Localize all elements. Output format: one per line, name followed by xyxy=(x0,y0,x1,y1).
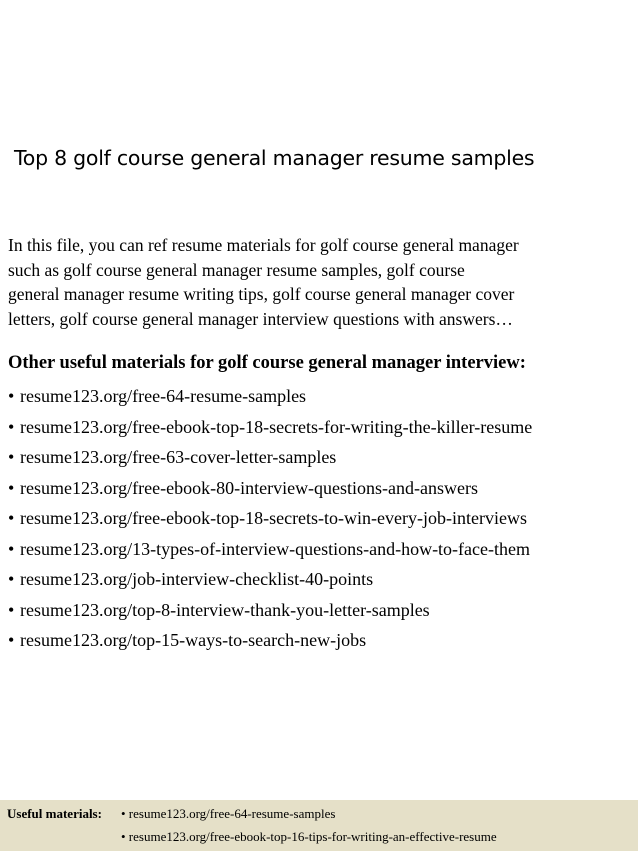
materials-heading: Other useful materials for golf course general manager interview: xyxy=(8,353,526,373)
material-link[interactable]: resume123.org/top-8-interview-thank-you-letter-samples xyxy=(20,599,430,620)
bullet-icon: • xyxy=(8,508,15,528)
material-link[interactable]: resume123.org/free-ebook-80-interview-questions-and-answers xyxy=(20,477,479,498)
footer-link[interactable]: • resume123.org/free-ebook-top-16-tips-for-writing-an-effective-resume xyxy=(121,829,497,844)
material-link[interactable]: resume123.org/free-ebook-top-18-secrets-to-win-every-job-interviews xyxy=(20,508,527,528)
intro-line: letters, golf course general manager interview questions with answers… xyxy=(8,308,513,329)
footer-label xyxy=(7,806,102,822)
page-title: Top 8 golf course general manager resume samples xyxy=(14,146,535,170)
materials-list-item xyxy=(8,412,636,443)
material-link[interactable]: resume123.org/free-ebook-top-18-secrets-for-writing-the-killer-resume xyxy=(20,416,533,437)
material-link[interactable]: resume123.org/top-15-ways-to-search-new-jobs xyxy=(20,630,367,650)
bullet-icon: • xyxy=(8,599,15,620)
bullet-icon: • xyxy=(8,538,15,559)
material-link[interactable]: resume123.org/free-63-cover-letter-samples xyxy=(20,447,337,467)
material-link[interactable]: resume123.org/13-types-of-interview-questions-and-how-to-face-them xyxy=(20,538,531,559)
materials-list-item xyxy=(8,503,636,534)
bullet-icon: • xyxy=(8,386,15,406)
material-link[interactable]: resume123.org/free-64-resume-samples xyxy=(20,386,307,406)
intro-line: such as golf course general manager resume samples, golf course xyxy=(8,259,465,280)
bullet-icon: • xyxy=(8,447,15,467)
footer-label-separator: : xyxy=(97,806,102,821)
intro-line: In this file, you can ref resume materials for golf course general manager xyxy=(8,235,519,255)
footer-bar xyxy=(0,800,638,851)
materials-list-item xyxy=(8,442,636,473)
bullet-icon: • xyxy=(8,569,15,589)
footer-label-text: Useful materials xyxy=(7,806,98,821)
materials-list-item xyxy=(8,625,636,656)
intro-line: general manager resume writing tips, golf course general manager cover xyxy=(8,284,515,304)
footer-link[interactable]: • resume123.org/free-64-resume-samples xyxy=(121,806,336,821)
materials-list-item xyxy=(8,473,636,504)
intro-paragraph xyxy=(8,233,634,331)
bullet-icon: • xyxy=(8,477,15,498)
materials-list-item xyxy=(8,595,636,626)
materials-list-item xyxy=(8,534,636,565)
material-link[interactable]: resume123.org/job-interview-checklist-40-points xyxy=(20,569,374,589)
materials-list-item xyxy=(8,564,636,595)
bullet-icon: • xyxy=(8,416,15,437)
materials-list-item xyxy=(8,381,636,412)
materials-list xyxy=(8,381,636,656)
bullet-icon: • xyxy=(8,630,15,650)
